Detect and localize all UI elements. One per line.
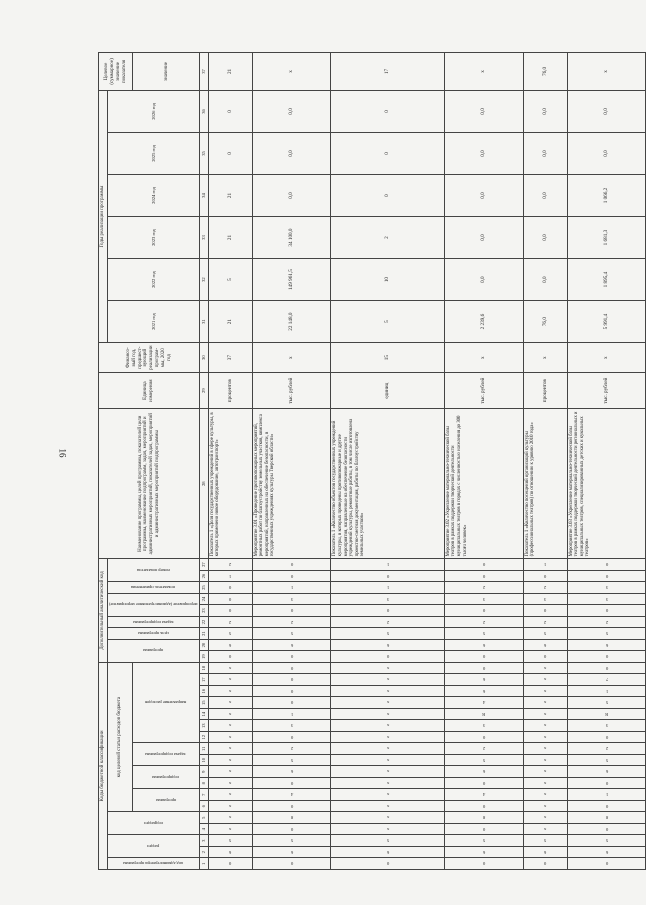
year-value-cell: 0,0 bbox=[444, 132, 523, 174]
column-number: 35 bbox=[200, 132, 208, 174]
year-value-cell: 0,0 bbox=[567, 90, 646, 132]
year-value-cell: 5 bbox=[331, 301, 444, 343]
unit-cell: тыс. рублей bbox=[444, 373, 523, 409]
code-cell: х bbox=[331, 697, 444, 709]
code-cell: 0 bbox=[331, 570, 444, 582]
code-cell: 5 bbox=[208, 835, 252, 847]
code-cell: 0 bbox=[567, 559, 646, 571]
code-cell: 0 bbox=[252, 559, 331, 571]
code-cell: 0 bbox=[567, 605, 646, 617]
year-value-cell: 1 895,4 bbox=[567, 259, 646, 301]
table-stage bbox=[98, 52, 608, 870]
code-cell: 5 bbox=[444, 628, 523, 640]
unit-cell: процентов bbox=[208, 373, 252, 409]
table-row bbox=[567, 53, 646, 870]
item-name: Мероприятие 3.01 «Проведение противопожарных мероприятий, ремонтных работ по благоустройству земельных участков, комплекса мероприятий, направленных на обеспечение безопасности, в государственных учреждениях культуры Тверской области» bbox=[252, 409, 331, 559]
base-year-cell: х bbox=[567, 343, 646, 373]
code-cell: 0 bbox=[523, 605, 567, 617]
code-cell: 5 bbox=[208, 628, 252, 640]
column-number: 24 bbox=[200, 593, 208, 605]
column-number: 13 bbox=[200, 720, 208, 732]
column-number: 36 bbox=[200, 90, 208, 132]
code-cell: х bbox=[523, 709, 567, 721]
code-cell: 0 bbox=[567, 651, 646, 663]
code-cell: 0 bbox=[208, 582, 252, 594]
base-year-cell: х bbox=[444, 343, 523, 373]
code-cell: х bbox=[523, 801, 567, 813]
code-cell: 6 bbox=[208, 847, 252, 859]
table-row bbox=[331, 53, 444, 870]
year-value-cell: 0 bbox=[208, 132, 252, 174]
code-cell: 2 bbox=[252, 743, 331, 755]
code-cell: 6 bbox=[567, 766, 646, 778]
code-cell: 5 bbox=[567, 755, 646, 767]
code-cell: 0 bbox=[252, 778, 331, 790]
code-cell: R bbox=[444, 709, 523, 721]
column-number: 6 bbox=[200, 801, 208, 813]
code-cell: 6 bbox=[331, 847, 444, 859]
item-name: Мероприятие 3.02 «Укрепление материально-технической базы театров в рамках поддержки творческой деятельности муниципальных театров в городах с численностью населения до 300 тысяч человек» bbox=[444, 409, 523, 559]
finance-year-header: Финансо-вый год, предшест-вующий реализации програм-мы, 2020 год bbox=[99, 343, 200, 373]
year-value-cell: 0 bbox=[331, 175, 444, 217]
extra-code-group-header: Дополнительный аналитический код bbox=[99, 559, 108, 663]
code-header-admin: код администратора программы bbox=[107, 858, 200, 870]
target-value-cell: х bbox=[252, 53, 331, 91]
code-cell: 0 bbox=[252, 662, 331, 674]
code-cell: 3 bbox=[567, 582, 646, 594]
code-cell: 5 bbox=[567, 835, 646, 847]
code-cell: х bbox=[208, 686, 252, 698]
code-cell: 6 bbox=[567, 639, 646, 651]
code-cell: х bbox=[208, 732, 252, 744]
name-header: Наименование программы, целей программы, показателей цели программы, наименование подпрограмм, задач, мероприятий и административных мероприятий, показателей задач, мероприятий и административных мероприятий подпрограммы bbox=[99, 409, 200, 559]
code-cell: х bbox=[331, 709, 444, 721]
year-value-cell: 0,0 bbox=[523, 175, 567, 217]
year-value-cell: 10 bbox=[331, 259, 444, 301]
code-cell: х bbox=[523, 743, 567, 755]
code-cell: х bbox=[208, 697, 252, 709]
code-cell: 2 bbox=[523, 616, 567, 628]
code-cell: 0 bbox=[208, 605, 252, 617]
code-cell: х bbox=[331, 720, 444, 732]
year-value-cell: 0 bbox=[331, 132, 444, 174]
target-value-cell: 21 bbox=[208, 53, 252, 91]
code-cell: 3 bbox=[523, 593, 567, 605]
article-header-program: программа bbox=[133, 789, 200, 812]
year-value-cell: 5 991,4 bbox=[567, 301, 646, 343]
year-header-2023: 2023 год bbox=[107, 217, 200, 259]
code-cell: 3 bbox=[567, 593, 646, 605]
code-cell: 2 bbox=[331, 616, 444, 628]
code-cell: 5 bbox=[444, 835, 523, 847]
code-cell: 0 bbox=[444, 801, 523, 813]
code-cell: 0 bbox=[567, 824, 646, 836]
code-cell: 6 bbox=[444, 674, 523, 686]
table-row bbox=[252, 53, 331, 870]
year-value-cell: 2 bbox=[331, 217, 444, 259]
code-cell: х bbox=[208, 778, 252, 790]
code-cell: R bbox=[567, 709, 646, 721]
code-cell: 0 bbox=[444, 778, 523, 790]
code-cell: х bbox=[331, 778, 444, 790]
code-cell: 0 bbox=[208, 593, 252, 605]
code-cell: 4 bbox=[444, 789, 523, 801]
base-year-cell: х bbox=[252, 343, 331, 373]
column-number: 8 bbox=[200, 778, 208, 790]
code-cell: 0 bbox=[331, 858, 444, 870]
code-cell: 1 bbox=[331, 582, 444, 594]
article-code-group-header: код целевой статьи расходов бюджета bbox=[107, 662, 133, 812]
code-cell: х bbox=[208, 743, 252, 755]
column-number: 5 bbox=[200, 812, 208, 824]
code-cell: 4 bbox=[444, 697, 523, 709]
code-cell: 5 bbox=[331, 835, 444, 847]
code-cell: х bbox=[208, 720, 252, 732]
code-cell: 2 bbox=[567, 616, 646, 628]
code-cell: 3 bbox=[567, 720, 646, 732]
code-cell: 5 bbox=[523, 628, 567, 640]
code-cell: х bbox=[331, 766, 444, 778]
code-cell: х bbox=[208, 766, 252, 778]
code-cell: 0 bbox=[252, 801, 331, 813]
code-cell: 0 bbox=[252, 570, 331, 582]
code-cell: 1 bbox=[208, 570, 252, 582]
code-cell: 1 bbox=[567, 686, 646, 698]
code-cell: 6 bbox=[444, 847, 523, 859]
code-cell: х bbox=[523, 755, 567, 767]
year-value-cell: 22 148,0 bbox=[252, 301, 331, 343]
year-header-2025: 2025 год bbox=[107, 132, 200, 174]
code-cell: х bbox=[523, 778, 567, 790]
code-cell: 3 bbox=[444, 593, 523, 605]
code-header-subsection: подраздел bbox=[107, 812, 200, 835]
base-year-cell: 37 bbox=[208, 343, 252, 373]
column-number: 37 bbox=[200, 53, 208, 91]
code-header-section: раздел bbox=[107, 835, 200, 858]
year-value-cell: 149 961,5 bbox=[252, 259, 331, 301]
column-number: 2 bbox=[200, 847, 208, 859]
column-number: 29 bbox=[200, 373, 208, 409]
code-cell: 6 bbox=[252, 639, 331, 651]
code-cell: х bbox=[331, 743, 444, 755]
code-cell: 5 bbox=[567, 697, 646, 709]
column-number: 17 bbox=[200, 674, 208, 686]
article-header-task: задача подпрограммы bbox=[133, 743, 200, 766]
item-name: Показатель 1 «Количество объектов государственных учреждений культуры, в которых проведены противопожарные и другие мероприятия, направленные на обеспечение безопасности учреждений культуры, ремонтные работы, в том числе изготовлена проектно-сметная документация, работы по благоустройству земельных участков» bbox=[331, 409, 444, 559]
code-cell: 2 bbox=[444, 616, 523, 628]
year-header-2024: 2024 год bbox=[107, 175, 200, 217]
column-number: 25 bbox=[200, 582, 208, 594]
column-number: 3 bbox=[200, 835, 208, 847]
code-cell: 6 bbox=[444, 766, 523, 778]
table-row bbox=[523, 53, 567, 870]
code-cell: 0 bbox=[567, 732, 646, 744]
code-cell: 4 bbox=[252, 789, 331, 801]
code-cell: 3 bbox=[331, 593, 444, 605]
year-value-cell: 34 100,0 bbox=[252, 217, 331, 259]
column-number: 30 bbox=[200, 343, 208, 373]
code-cell: 1 bbox=[567, 789, 646, 801]
code-cell: х bbox=[523, 720, 567, 732]
code-cell: 5 bbox=[252, 628, 331, 640]
code-cell: х bbox=[208, 755, 252, 767]
code-cell: 5 bbox=[331, 628, 444, 640]
code-cell: 0 bbox=[567, 570, 646, 582]
code-cell: 2 bbox=[208, 616, 252, 628]
target-value-cell: 17 bbox=[331, 53, 444, 91]
code-cell: 0 bbox=[567, 801, 646, 813]
code-cell: 0 bbox=[567, 778, 646, 790]
column-number-row bbox=[200, 53, 208, 870]
column-number: 14 bbox=[200, 709, 208, 721]
code-cell: х bbox=[331, 674, 444, 686]
code-cell: 0 bbox=[567, 662, 646, 674]
code-cell: 6 bbox=[567, 847, 646, 859]
code-cell: х bbox=[523, 732, 567, 744]
code-cell: х bbox=[208, 674, 252, 686]
code-cell: 2 bbox=[252, 616, 331, 628]
target-value-label: значение bbox=[133, 53, 200, 91]
column-number: 7 bbox=[200, 789, 208, 801]
year-value-cell: 0,0 bbox=[252, 175, 331, 217]
code-cell: 0 bbox=[252, 651, 331, 663]
code-cell: 6 bbox=[523, 639, 567, 651]
code-cell: х bbox=[523, 686, 567, 698]
code-cell: х bbox=[523, 812, 567, 824]
code-cell: 0 bbox=[444, 559, 523, 571]
column-number: 16 bbox=[200, 686, 208, 698]
year-value-cell: 0,0 bbox=[444, 217, 523, 259]
code-cell: 0 bbox=[444, 732, 523, 744]
year-value-cell: 0,0 bbox=[523, 217, 567, 259]
unit-cell: единиц bbox=[331, 373, 444, 409]
base-year-cell: 15 bbox=[331, 343, 444, 373]
year-value-cell: 5 bbox=[208, 259, 252, 301]
code-cell: 1 bbox=[523, 559, 567, 571]
column-number: 32 bbox=[200, 259, 208, 301]
column-number: 15 bbox=[200, 697, 208, 709]
code-cell: х bbox=[331, 801, 444, 813]
codes-group-header: Коды бюджетной классификации bbox=[99, 662, 108, 869]
code-cell: 0 bbox=[208, 651, 252, 663]
code-cell: х bbox=[208, 789, 252, 801]
year-value-cell: 0 bbox=[208, 90, 252, 132]
year-value-cell: 0,0 bbox=[444, 90, 523, 132]
code-cell: 5 bbox=[444, 755, 523, 767]
column-number: 27 bbox=[200, 559, 208, 571]
code-cell: х bbox=[331, 824, 444, 836]
year-value-cell: 1 681,3 bbox=[567, 217, 646, 259]
program-table bbox=[98, 52, 646, 870]
code-cell: 0 bbox=[208, 858, 252, 870]
base-year-cell: х bbox=[523, 343, 567, 373]
year-value-cell: 0 bbox=[331, 90, 444, 132]
column-number: 22 bbox=[200, 616, 208, 628]
code-cell: 1 bbox=[252, 582, 331, 594]
column-number: 11 bbox=[200, 743, 208, 755]
code-cell: 0 bbox=[252, 697, 331, 709]
code-cell: х bbox=[523, 789, 567, 801]
target-value-cell: 76,0 bbox=[523, 53, 567, 91]
code-cell: 6 bbox=[523, 847, 567, 859]
target-header: Целевое (суммарное) значение показателя bbox=[99, 53, 133, 91]
code-cell: 5 bbox=[252, 755, 331, 767]
code-cell: 0 bbox=[252, 732, 331, 744]
code-cell: 5 bbox=[252, 835, 331, 847]
code-cell: 0 bbox=[252, 686, 331, 698]
column-number: 21 bbox=[200, 628, 208, 640]
code-cell: 2 bbox=[444, 582, 523, 594]
column-number: 18 bbox=[200, 662, 208, 674]
unit-cell: процентов bbox=[523, 373, 567, 409]
column-number: 10 bbox=[200, 755, 208, 767]
code-cell: х bbox=[331, 789, 444, 801]
year-value-cell: 21 bbox=[208, 217, 252, 259]
code-cell: х bbox=[331, 755, 444, 767]
code-cell: 6 bbox=[208, 639, 252, 651]
code-cell: 0 bbox=[444, 605, 523, 617]
year-value-cell: 0,0 bbox=[523, 132, 567, 174]
year-value-cell: 0,0 bbox=[252, 90, 331, 132]
column-number: 1 bbox=[200, 858, 208, 870]
year-value-cell: 0,0 bbox=[444, 259, 523, 301]
target-value-cell: х bbox=[444, 53, 523, 91]
column-number: 31 bbox=[200, 301, 208, 343]
code-cell: 0 bbox=[331, 651, 444, 663]
extra-header-task: задача подпрограммы bbox=[107, 616, 200, 628]
code-cell: 6 bbox=[444, 686, 523, 698]
code-cell: 0 bbox=[444, 858, 523, 870]
article-header-direction: направление расходов bbox=[133, 662, 200, 743]
extra-header-event: мероприятие (административное мероприятие) bbox=[107, 593, 200, 616]
year-value-cell: 76,0 bbox=[523, 301, 567, 343]
code-cell: 6 bbox=[331, 639, 444, 651]
code-cell: х bbox=[331, 812, 444, 824]
code-cell: 0 bbox=[252, 858, 331, 870]
year-value-cell: 0,0 bbox=[444, 175, 523, 217]
rotated-table-container bbox=[98, 52, 608, 870]
year-value-cell: 0,0 bbox=[523, 259, 567, 301]
item-name: Мероприятие 3.03 «Укрепление материально-технической базы театров в рамках поддержки творческой деятельности региональных и муниципальных театров, специализированных детских и кукольных театров» bbox=[567, 409, 646, 559]
unit-cell: тыс. рублей bbox=[567, 373, 646, 409]
unit-header: Единица измерения bbox=[99, 373, 200, 409]
code-cell: 5 bbox=[567, 628, 646, 640]
column-number: 33 bbox=[200, 217, 208, 259]
code-cell: х bbox=[523, 697, 567, 709]
year-value-cell: 21 bbox=[208, 175, 252, 217]
code-cell: х bbox=[208, 662, 252, 674]
code-cell: 2 bbox=[444, 743, 523, 755]
year-value-cell: 2 239,6 bbox=[444, 301, 523, 343]
table-row bbox=[444, 53, 523, 870]
code-cell: 8 bbox=[567, 812, 646, 824]
year-header-2021: 2021 год bbox=[107, 301, 200, 343]
year-value-cell: 21 bbox=[208, 301, 252, 343]
code-cell: 0 bbox=[567, 858, 646, 870]
code-cell: 2 bbox=[523, 582, 567, 594]
code-cell: х bbox=[331, 686, 444, 698]
year-header-2026: 2026 год bbox=[107, 90, 200, 132]
item-name: Показатель 1 «Доля государственных учреждений в сфере культуры, в которых применено новое оборудование, автотранспорт» bbox=[208, 409, 252, 559]
code-cell: 1 bbox=[331, 559, 444, 571]
column-number: 12 bbox=[200, 732, 208, 744]
item-name: Показатель 1 «Количество посещений организаций культуры (профессиональных театров) по отношению к уровню 2010 года» bbox=[523, 409, 567, 559]
code-cell: х bbox=[523, 824, 567, 836]
code-cell: х bbox=[208, 824, 252, 836]
column-number: 4 bbox=[200, 824, 208, 836]
code-cell: х bbox=[208, 812, 252, 824]
column-number: 9 bbox=[200, 766, 208, 778]
extra-header-indicator-number: номер показателя bbox=[107, 559, 200, 582]
column-number: 28 bbox=[200, 409, 208, 559]
page-number: 16 bbox=[57, 448, 68, 458]
code-cell: 0 bbox=[444, 651, 523, 663]
year-value-cell: 0,0 bbox=[252, 132, 331, 174]
code-cell: 3 bbox=[444, 720, 523, 732]
code-cell: х bbox=[523, 674, 567, 686]
column-number: 26 bbox=[200, 570, 208, 582]
code-cell: 0 bbox=[444, 570, 523, 582]
code-cell: 3 bbox=[252, 720, 331, 732]
code-cell: 0 bbox=[523, 651, 567, 663]
code-cell: 0 bbox=[252, 824, 331, 836]
year-header-2022: 2022 год bbox=[107, 259, 200, 301]
code-cell: х bbox=[208, 709, 252, 721]
year-value-cell: 1 066,2 bbox=[567, 175, 646, 217]
code-cell: 6 bbox=[252, 847, 331, 859]
column-number: 19 bbox=[200, 651, 208, 663]
code-cell: 8 bbox=[444, 812, 523, 824]
column-number: 34 bbox=[200, 175, 208, 217]
code-cell: 0 bbox=[252, 605, 331, 617]
code-cell: 0 bbox=[523, 570, 567, 582]
code-cell: х bbox=[208, 801, 252, 813]
code-cell: х bbox=[523, 766, 567, 778]
years-group-header: Годы реализации программы bbox=[99, 90, 108, 342]
extra-header-goal: цель программы bbox=[107, 628, 200, 640]
extra-header-program: программа bbox=[107, 639, 200, 662]
code-cell: 6 bbox=[444, 639, 523, 651]
code-cell: 3 bbox=[252, 593, 331, 605]
code-cell: 0 bbox=[523, 858, 567, 870]
code-cell: 6 bbox=[252, 766, 331, 778]
code-cell: 2 bbox=[208, 559, 252, 571]
code-cell: 1 bbox=[252, 709, 331, 721]
code-cell: 8 bbox=[252, 812, 331, 824]
unit-cell: тыс. рублей bbox=[252, 373, 331, 409]
column-number: 23 bbox=[200, 605, 208, 617]
code-cell: 7 bbox=[567, 674, 646, 686]
code-cell: 0 bbox=[331, 605, 444, 617]
target-value-cell: х bbox=[567, 53, 646, 91]
year-value-cell: 0,0 bbox=[523, 90, 567, 132]
table-row bbox=[208, 53, 252, 870]
article-header-subprogram: подпрограмма bbox=[133, 766, 200, 789]
code-cell: 0 bbox=[444, 662, 523, 674]
column-number: 20 bbox=[200, 639, 208, 651]
year-value-cell: 0,0 bbox=[567, 132, 646, 174]
code-cell: 2 bbox=[567, 743, 646, 755]
code-cell: х bbox=[331, 732, 444, 744]
code-cell: 0 bbox=[444, 824, 523, 836]
code-cell: х bbox=[523, 662, 567, 674]
code-cell: х bbox=[331, 662, 444, 674]
extra-header-indicator-usage: показатель применения bbox=[107, 582, 200, 594]
code-cell: 0 bbox=[252, 674, 331, 686]
code-cell: 5 bbox=[523, 835, 567, 847]
